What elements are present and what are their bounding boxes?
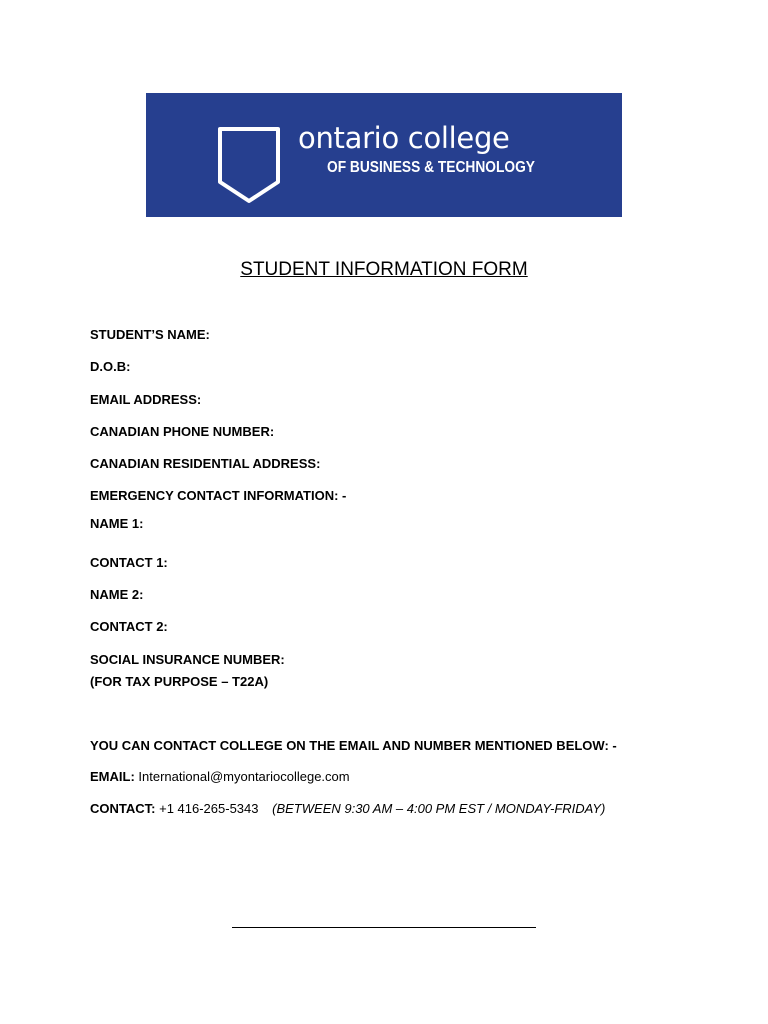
emergency-contact-label: EMERGENCY CONTACT INFORMATION: - [90, 488, 347, 503]
signature-line [232, 927, 536, 928]
name1-label: NAME 1: [90, 516, 144, 531]
student-name-label: STUDENT’S NAME: [90, 327, 210, 342]
sin-note: (FOR TAX PURPOSE – T22A) [90, 674, 269, 689]
email-address-label: EMAIL ADDRESS: [90, 392, 202, 407]
name2-label: NAME 2: [90, 587, 144, 602]
contact-section-heading: YOU CAN CONTACT COLLEGE ON THE EMAIL AND NUMBER MENTIONED BELOW: - [90, 738, 617, 753]
college-phone-number: +1 416-265-5343 [159, 801, 259, 816]
form-title-text: STUDENT INFORMATION FORM [240, 259, 528, 280]
shield-icon [217, 126, 281, 204]
college-contact-label: CONTACT: [90, 801, 156, 816]
contact1-label: CONTACT 1: [90, 555, 168, 570]
form-title [0, 259, 768, 281]
college-email-label: EMAIL: [90, 769, 135, 784]
college-logo-banner [146, 93, 622, 217]
dob-label: D.O.B: [90, 359, 131, 374]
college-email-line [90, 769, 350, 785]
phone-number-label: CANADIAN PHONE NUMBER: [90, 424, 275, 439]
logo-name: ontario college [298, 121, 510, 155]
contact2-label: CONTACT 2: [90, 619, 168, 634]
college-contact-line [90, 801, 605, 817]
sin-label: SOCIAL INSURANCE NUMBER: [90, 652, 285, 667]
college-email-link[interactable]: International@myontariocollege.com [138, 769, 350, 784]
logo-tagline: OF BUSINESS & TECHNOLOGY [327, 159, 535, 176]
office-hours: (BETWEEN 9:30 AM – 4:00 PM EST / MONDAY-FRIDAY) [272, 801, 606, 816]
residential-address-label: CANADIAN RESIDENTIAL ADDRESS: [90, 456, 321, 471]
